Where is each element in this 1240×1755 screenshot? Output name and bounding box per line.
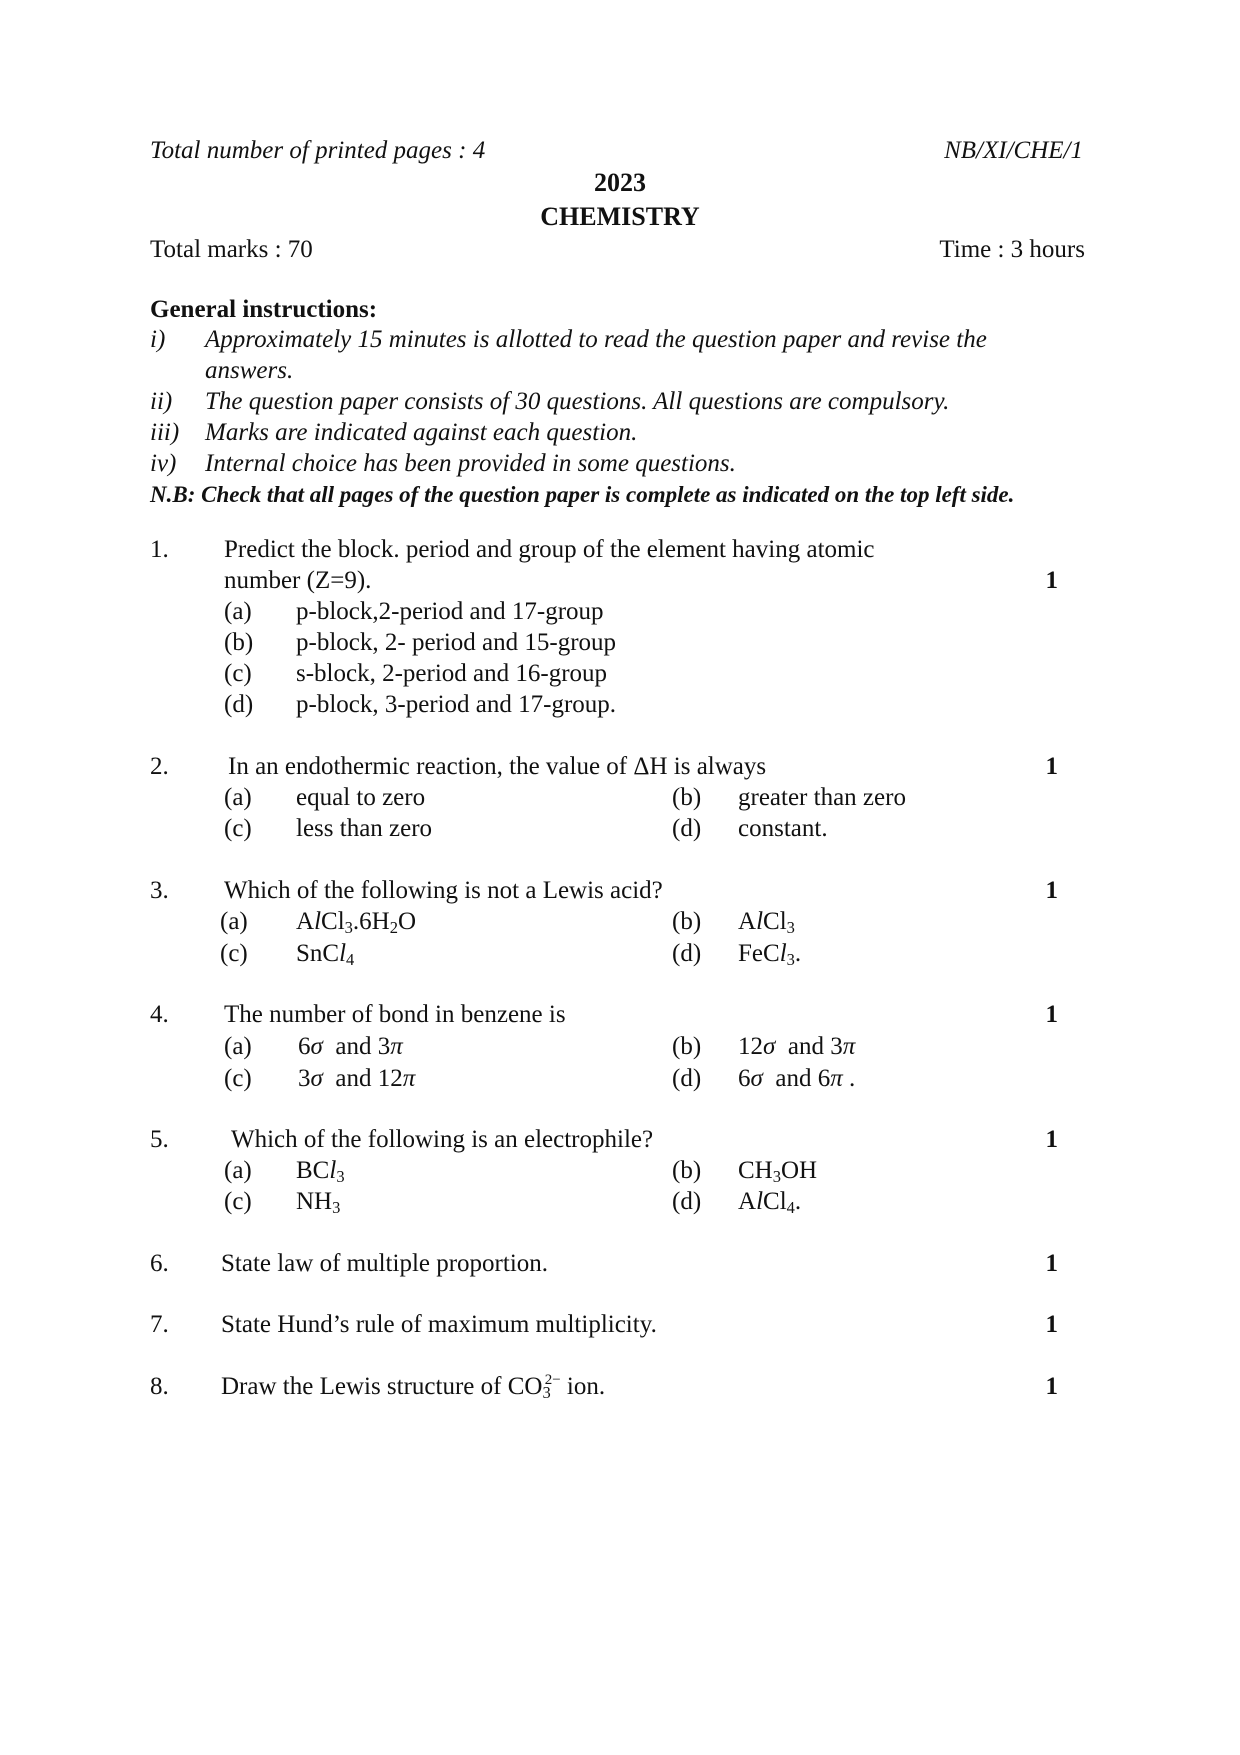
- option-formula: [296, 1157, 345, 1187]
- question-text: The number of bond in benzene is: [224, 1001, 566, 1028]
- exam-time: Time : 3 hours: [939, 236, 1085, 263]
- option-label: (a): [224, 1033, 252, 1060]
- question-marks: 1: [1045, 1126, 1058, 1153]
- option-formula: [296, 1188, 341, 1218]
- count: 12: [377, 1065, 403, 1092]
- paper-code: NB/XI/CHE/1: [944, 137, 1083, 164]
- instruction-text: Marks are indicated against each question.: [205, 419, 638, 446]
- option-formula: [738, 1157, 818, 1187]
- question-text: Predict the block. period and group of the element having atomic: [224, 536, 875, 563]
- pi-symbol: π: [390, 1033, 403, 1060]
- formula-subscript: 3: [772, 1167, 781, 1187]
- instruction-num: iii): [150, 419, 180, 446]
- option-label: (c): [224, 1065, 252, 1092]
- option-label: (d): [672, 940, 702, 967]
- option-text: equal to zero: [296, 784, 426, 811]
- question-text: In an endothermic reaction, the value of ΔH is always: [228, 753, 767, 780]
- conjunction: and: [335, 1065, 372, 1092]
- exam-year: 2023: [594, 168, 646, 197]
- question-number: 8.: [150, 1373, 169, 1400]
- count: 3: [298, 1065, 311, 1092]
- formula-part: CH: [738, 1157, 773, 1184]
- formula-part: Cl: [763, 1188, 787, 1215]
- formula-part: FeC: [738, 940, 780, 967]
- formula-part: l: [756, 908, 764, 935]
- formula-part: Cl: [321, 908, 345, 935]
- instructions-heading: General instructions:: [150, 296, 378, 323]
- formula-part: l: [314, 908, 322, 935]
- option-formula: [738, 1188, 802, 1218]
- sigma-symbol: σ: [310, 1065, 323, 1092]
- formula-subscript: 4: [786, 1198, 795, 1218]
- nb-note: N.B: Check that all pages of the question paper is complete as indicated on the top left side.: [150, 482, 1015, 507]
- option-label: (a): [224, 598, 252, 625]
- option-label: (b): [672, 1033, 702, 1060]
- question-marks: 1: [1045, 753, 1058, 780]
- sigma-symbol: σ: [310, 1033, 323, 1060]
- question-number: 3.: [150, 877, 169, 904]
- option-label: (b): [672, 908, 702, 935]
- option-label: (d): [672, 1188, 702, 1215]
- question-text-part: Draw the Lewis structure of CO: [221, 1373, 543, 1400]
- formula-part: .: [794, 1188, 802, 1215]
- formula-subscript: 2: [389, 918, 398, 938]
- instruction-num: ii): [150, 388, 173, 415]
- option-label: (a): [224, 1157, 252, 1184]
- question-text-part: ion.: [560, 1373, 606, 1400]
- formula-subscript: 3: [542, 1383, 551, 1403]
- question-text: State Hund’s rule of maximum multiplicity.: [221, 1311, 657, 1338]
- conjunction: and: [775, 1065, 812, 1092]
- option-label: (b): [672, 784, 702, 811]
- formula-part: l: [339, 940, 347, 967]
- formula-part: SnC: [296, 940, 340, 967]
- instruction-text: Internal choice has been provided in some questions.: [205, 450, 736, 477]
- question-text: [221, 1371, 606, 1403]
- formula-subscript: 3: [786, 918, 795, 938]
- question-marks: 1: [1045, 1250, 1058, 1277]
- count: 12: [738, 1033, 763, 1060]
- option-formula: [738, 908, 795, 938]
- total-marks: Total marks : 70: [150, 236, 313, 263]
- option-label: (b): [672, 1157, 702, 1184]
- sigma-symbol: σ: [763, 1033, 776, 1060]
- question-marks: 1: [1045, 1001, 1058, 1028]
- instruction-num: iv): [150, 450, 177, 477]
- instruction-text-cont: answers.: [205, 357, 294, 384]
- formula-part: A: [738, 1188, 757, 1215]
- formula-part: A: [296, 908, 315, 935]
- option-label: (c): [224, 660, 252, 687]
- option-text: constant.: [738, 815, 828, 842]
- option-text: p-block, 2- period and 15-group: [296, 629, 617, 656]
- option-label: (b): [224, 629, 254, 656]
- option-text: p-block, 3-period and 17-group.: [296, 691, 617, 718]
- question-text: Which of the following is an electrophile?: [231, 1126, 654, 1153]
- formula-subscript: 3: [336, 1167, 345, 1187]
- pi-symbol: π: [402, 1065, 416, 1092]
- question-marks: 1: [1045, 877, 1058, 904]
- printed-pages-note: Total number of printed pages : 4: [150, 137, 486, 164]
- formula-part: l: [756, 1188, 764, 1215]
- formula-part: l: [329, 1157, 337, 1184]
- question-marks: 1: [1045, 1373, 1058, 1400]
- question-number: 4.: [150, 1001, 169, 1028]
- pi-symbol: π: [842, 1033, 856, 1060]
- option-label: (c): [224, 815, 252, 842]
- instruction-num: i): [150, 326, 166, 353]
- instruction-text: Approximately 15 minutes is allotted to read the question paper and revise the: [205, 326, 987, 353]
- conjunction: and: [787, 1033, 824, 1060]
- option-text: [738, 1066, 855, 1091]
- formula-part: Cl: [763, 908, 787, 935]
- option-label: (a): [220, 908, 248, 935]
- option-label: (d): [672, 815, 702, 842]
- count: 6: [738, 1065, 751, 1092]
- question-marks: 1: [1045, 1311, 1058, 1338]
- formula-part: .: [794, 940, 802, 967]
- question-number: 1.: [150, 536, 169, 563]
- question-number: 6.: [150, 1250, 169, 1277]
- question-marks: 1: [1045, 567, 1058, 594]
- count: 6: [298, 1033, 311, 1060]
- option-text: [298, 1066, 415, 1091]
- sigma-symbol: σ: [750, 1065, 763, 1092]
- option-label: (d): [224, 691, 254, 718]
- instruction-text: The question paper consists of 30 questions. All questions are compulsory.: [205, 388, 950, 415]
- option-text: [738, 1034, 855, 1059]
- question-text: Which of the following is not a Lewis acid?: [224, 877, 663, 904]
- option-text: s-block, 2-period and 16-group: [296, 660, 608, 687]
- ion-charge: 2−: [544, 1371, 561, 1388]
- option-label: (a): [224, 784, 252, 811]
- formula-part: BC: [296, 1157, 330, 1184]
- subject-title: CHEMISTRY: [540, 202, 700, 231]
- option-text: p-block,2-period and 17-group: [296, 598, 604, 625]
- formula-part: A: [738, 908, 757, 935]
- option-label: (c): [224, 1188, 252, 1215]
- formula-part: OH: [780, 1157, 818, 1184]
- option-label: (c): [220, 940, 248, 967]
- option-formula: [296, 908, 417, 938]
- option-text: [298, 1034, 403, 1059]
- question-text-cont: number (Z=9).: [224, 567, 372, 594]
- formula-subscript: 3: [332, 1198, 341, 1218]
- formula-subscript: 4: [346, 950, 355, 970]
- option-text: less than zero: [296, 815, 433, 842]
- question-text: State law of multiple proportion.: [221, 1250, 549, 1277]
- conjunction: and: [335, 1033, 372, 1060]
- count: 6: [817, 1065, 831, 1092]
- formula-part: NH: [296, 1188, 333, 1215]
- formula-part: l: [779, 940, 787, 967]
- option-label: (d): [672, 1065, 702, 1092]
- option-formula: [738, 940, 802, 970]
- formula-part: .6H: [352, 908, 390, 935]
- count: 3: [830, 1033, 843, 1060]
- pi-symbol: π: [830, 1065, 843, 1092]
- count: 3: [377, 1033, 391, 1060]
- option-text: greater than zero: [738, 784, 906, 811]
- question-number: 7.: [150, 1311, 169, 1338]
- terminator: .: [848, 1065, 856, 1092]
- formula-part: O: [397, 908, 417, 935]
- question-number: 2.: [150, 753, 169, 780]
- option-formula: [296, 940, 355, 970]
- formula-subscript: 3: [344, 918, 353, 938]
- question-number: 5.: [150, 1126, 169, 1153]
- formula-subscript: 3: [786, 950, 795, 970]
